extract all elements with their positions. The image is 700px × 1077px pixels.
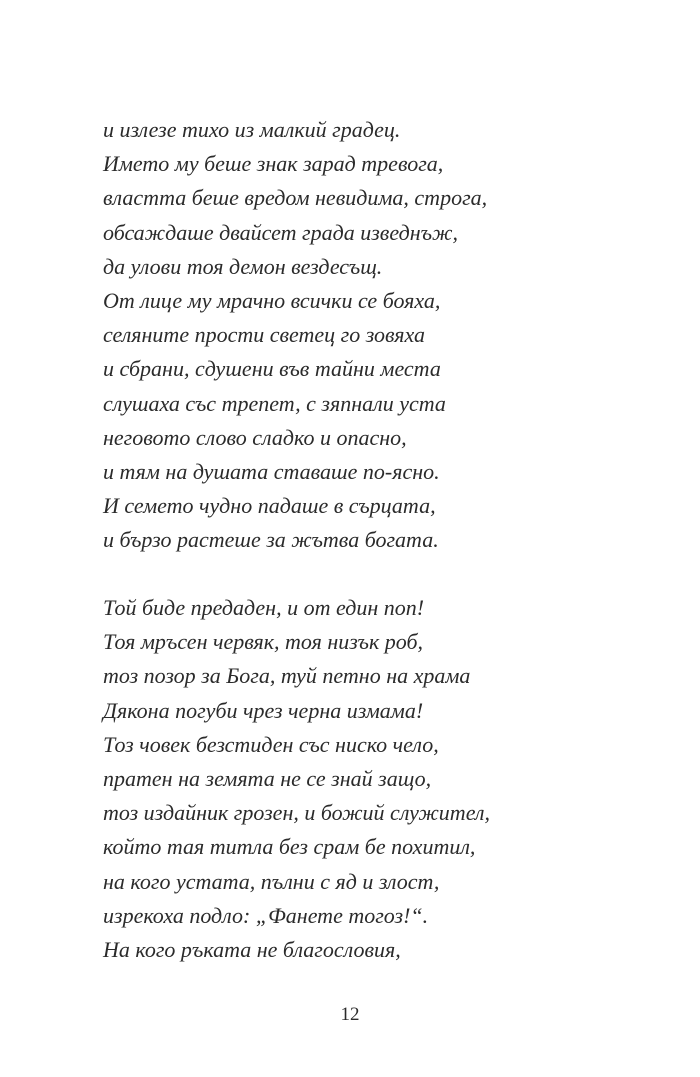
poem-line: Тоя мръсен червяк, тоя низък роб, — [103, 629, 424, 655]
poem-line: пратен на земята не се знай защо, — [103, 766, 432, 792]
poem-line: Дякона погуби чрез черна измама! — [103, 697, 424, 723]
poem-line: Тоз човек безстиден със ниско чело, — [103, 731, 439, 757]
poem-line: селяните прости светец го зовяха — [103, 322, 426, 348]
poem-line: властта беше вредом невидима, строга, — [103, 185, 488, 211]
poem-line: и сбрани, сдушени във тайни места — [103, 356, 441, 382]
poem-line: да улови тоя демон вездесъщ. — [103, 253, 383, 279]
poem-line: тоз позор за Бога, туй петно на храма — [103, 663, 471, 689]
poem-line: И семето чудно падаше в сърцата, — [103, 493, 436, 519]
poem-line: и излезе тихо из малкий градец. — [103, 117, 401, 142]
poem-line: слушаха със трепет, с зяпнали уста — [103, 390, 446, 416]
poem-line: Името му беше знак зарад тревога, — [103, 151, 444, 177]
poem-line: и тям на душата ставаше по-ясно. — [103, 459, 440, 485]
poem-line: неговото слово сладко и опасно, — [103, 424, 407, 450]
poem-line: На кого ръката не благословия, — [103, 937, 401, 963]
poem-line: обсаждаше двайсет града изведнъж, — [103, 219, 458, 245]
poem-line: на кого устата, пълни с яд и злост, — [103, 868, 440, 894]
poem-stanza-2 — [103, 591, 623, 967]
poem-stanza-1 — [103, 113, 623, 558]
poem-line: тоз издайник грозен, и божий служител, — [103, 800, 490, 826]
poem-line: и бързо растеше за жътва богата. — [103, 527, 439, 553]
poem-line: Той биде предаден, и от един поп! — [103, 595, 425, 620]
page-number: 12 — [340, 1004, 360, 1025]
poem-line: който тая титла без срам бе похитил, — [103, 834, 476, 860]
poem-line: изрекоха подло: „Фанете тогоз!“. — [103, 902, 429, 928]
poem-line: От лице му мрачно всички се бояха, — [103, 288, 441, 314]
